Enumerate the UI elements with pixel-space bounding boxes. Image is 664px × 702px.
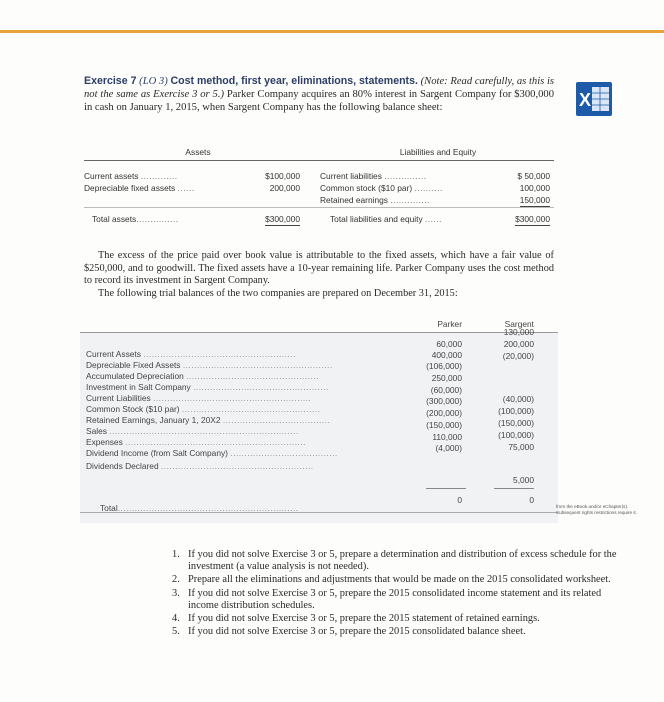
parker-value: (106,000)	[426, 361, 462, 371]
question-number: 1.	[172, 549, 180, 560]
sargent-value: 130,000	[503, 327, 534, 337]
tb-row-label: Dividend Income (from Salt Company) ......................................	[86, 448, 338, 458]
header-rule	[84, 160, 554, 161]
assets-total-value: $300,000	[265, 214, 300, 224]
exercise-intro	[84, 75, 554, 115]
sargent-value: (100,000)	[498, 430, 534, 440]
footnote-line: Subsequent rights restrictions require it.	[556, 510, 637, 515]
tb-row-label: Expenses ................................................................	[86, 437, 307, 447]
asset-value: 200,000	[269, 183, 300, 193]
assets-total-label: Total assets...............	[92, 214, 179, 224]
question-item	[172, 613, 634, 625]
excel-icon[interactable]	[576, 82, 612, 116]
col-header-sargent: Sargent	[504, 319, 534, 329]
tb-row-label: Dividends Declared ......................................................	[86, 461, 314, 471]
narrative	[84, 250, 554, 300]
parker-value: 110,000	[432, 432, 462, 442]
tb-row-label: Depreciable Fixed Assets .....................................................	[86, 360, 333, 370]
sargent-value: (100,000)	[498, 406, 534, 416]
question-item	[172, 549, 634, 573]
paragraph: The following trial balances of the two companies are prepared on December 31, 2015:	[98, 287, 458, 299]
asset-label: Depreciable fixed assets ......	[84, 183, 195, 193]
liability-value: 150,000	[519, 195, 550, 205]
col-header-parker: Parker	[437, 319, 462, 329]
sargent-value: (40,000)	[502, 394, 534, 404]
exercise-header	[84, 75, 554, 115]
liability-value: $ 50,000	[517, 171, 550, 181]
parker-value: (4,000)	[435, 443, 462, 453]
sargent-value: 5,000	[513, 475, 534, 485]
parker-value: (60,000)	[430, 385, 462, 395]
parker-value: (300,000)	[426, 396, 462, 406]
tb-row-label: Accumulated Depreciation ...............................................	[86, 371, 319, 381]
liability-value: 100,000	[519, 183, 550, 193]
tb-row-label: Common Stock ($10 par) .................................................	[86, 404, 321, 414]
tb-row-label: Retained Earnings, January 1, 20X2 ......................................	[86, 415, 331, 425]
tb-row-label: Current Liabilities ........................................................	[86, 393, 312, 403]
parker-value: (200,000)	[426, 408, 462, 418]
learning-objective: (LO 3)	[139, 76, 168, 87]
question-text: Prepare all the eliminations and adjustments that would be made on the 2015 consolidated worksheet.	[188, 574, 611, 586]
liab-total-label: Total liabilities and equity ......	[330, 214, 442, 224]
parker-total-rule	[426, 488, 466, 489]
question-text: If you did not solve Exercise 3 or 5, prepare the 2015 consolidated balance sheet.	[188, 626, 526, 638]
parker-value: 400,000	[431, 350, 462, 360]
asset-value: $100,000	[265, 171, 300, 181]
parker-value: 250,000	[431, 373, 462, 383]
question-text: If you did not solve Exercise 3 or 5, prepare a determination and distribution of excess schedule for the investment (a value analysis is not needed).	[188, 549, 617, 573]
question-text: If you did not solve Exercise 3 or 5, prepare the 2015 consolidated income statement and its related income distribution schedules.	[188, 587, 602, 611]
sargent-value: 75,000	[508, 442, 534, 452]
question-text: If you did not solve Exercise 3 or 5, prepare the 2015 statement of retained earnings.	[188, 613, 540, 625]
exercise-title: Cost method, first year, eliminations, statements.	[170, 75, 418, 87]
question-number: 3.	[172, 587, 180, 599]
asset-label: Current assets .............	[84, 171, 178, 181]
total-rule	[80, 512, 558, 513]
exercise-label: Exercise 7	[84, 75, 137, 87]
parker-value: (150,000)	[426, 420, 462, 430]
sargent-value: 200,000	[503, 339, 534, 349]
tb-row-label: Investment in Salt Company ................................................	[86, 382, 329, 392]
tb-row-label: Sales ...................................................................	[86, 426, 299, 436]
paragraph: The excess of the price paid over book value is attributable to the fixed assets, which have a fair value of $250,000, and to goodwill. The fixed assets have a 10-year remaining life. Parker Company uses the cost method to record its investment in Sargent Company.	[84, 250, 554, 287]
question-number: 2.	[172, 574, 180, 586]
footnote-line: from the eBook and/or eChapter(s).	[556, 504, 629, 509]
subtotal-rule	[84, 207, 554, 208]
copyright-footnote	[556, 504, 656, 516]
trial-balance	[80, 315, 558, 520]
liab-total-value: $300,000	[515, 214, 550, 224]
liability-label: Retained earnings ..............	[320, 195, 430, 205]
question-number: 4.	[172, 613, 180, 625]
question-item	[172, 588, 634, 612]
top-accent-bar	[0, 30, 664, 33]
exercise-body: Parker Company acquires an 80% interest in Sargent Company for $300,000 in cash on January 1, 2015, when Sargent Company has the following balance sheet:	[84, 89, 554, 114]
tb-total-label: Total................................................................	[100, 503, 299, 513]
excel-icon-letter: X	[578, 90, 592, 110]
sargent-total-rule	[494, 488, 534, 489]
liability-label: Current liabilities ...............	[320, 171, 427, 181]
exercise-note: (Note: Read carefully, as this is not the same as Exercise 3 or 5.)	[84, 76, 555, 101]
question-item	[172, 626, 634, 638]
liabilities-header: Liabilities and Equity	[399, 147, 477, 157]
parker-value: 60,000	[436, 339, 462, 349]
question-number: 5.	[172, 626, 180, 638]
parker-total: 0	[457, 495, 462, 505]
tb-row-label: Current Assets ......................................................	[86, 349, 296, 359]
question-list	[172, 549, 634, 639]
assets-header: Assets	[185, 147, 211, 157]
question-item	[172, 574, 634, 586]
sargent-value: (150,000)	[498, 418, 534, 428]
sargent-value: (20,000)	[502, 351, 534, 361]
sargent-total: 0	[529, 495, 534, 505]
liability-label: Common stock ($10 par) ..........	[320, 183, 443, 193]
